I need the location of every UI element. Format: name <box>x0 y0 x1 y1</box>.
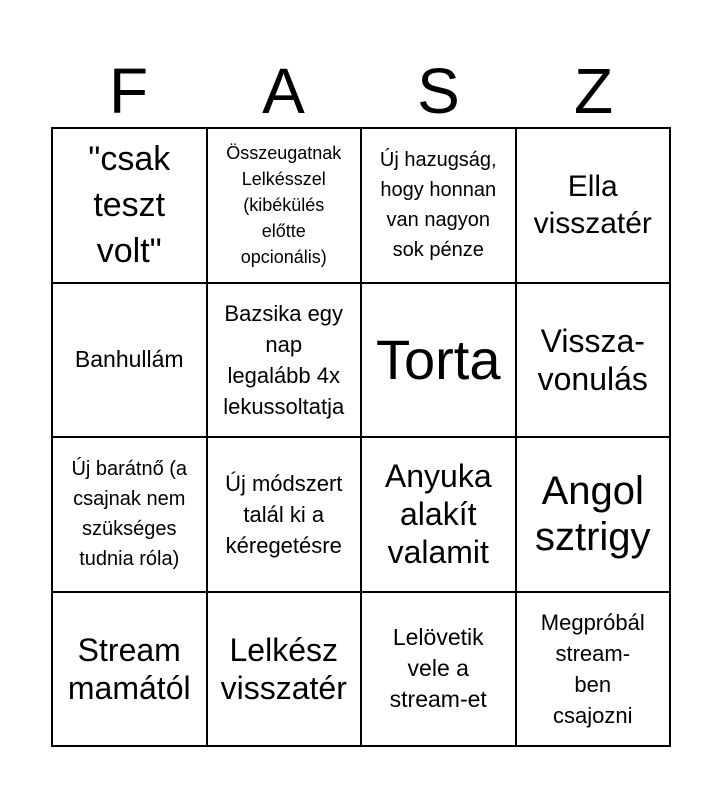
header-letter-a: A <box>262 55 305 127</box>
header-letter-f: F <box>108 55 149 127</box>
bingo-header <box>51 55 671 127</box>
cell-text: Új barátnő (a csajnak nem szükséges tudnia róla) <box>71 458 188 571</box>
cell-text: Új módszert talál ki a kéregetésre <box>225 470 343 558</box>
cell-text: Anyuka alakít valamit <box>384 458 492 571</box>
header-letter-z: Z <box>573 55 614 127</box>
cell-text: Angol sztrigy <box>534 469 651 560</box>
bingo-cell[interactable] <box>208 129 363 284</box>
bingo-cell[interactable] <box>517 284 672 439</box>
header-letter-s: S <box>417 55 460 127</box>
bingo-cell[interactable] <box>517 593 672 748</box>
cell-text: Banhullám <box>74 346 184 373</box>
cell-text: Lelövetik vele a stream-et <box>389 624 487 713</box>
bingo-cell[interactable] <box>362 438 517 593</box>
cell-text: Lelkész visszatér <box>220 631 347 706</box>
bingo-cell[interactable] <box>362 593 517 748</box>
bingo-cell[interactable] <box>53 593 208 748</box>
bingo-cell[interactable] <box>208 284 363 439</box>
cell-text: Ella visszatér <box>533 170 652 241</box>
bingo-board <box>51 127 671 747</box>
cell-text: Megpróbál stream- ben csajozni <box>540 609 645 728</box>
bingo-cell[interactable] <box>362 284 517 439</box>
cell-text: Új hazugság, hogy honnan van nagyon sok pénze <box>379 149 497 262</box>
bingo-cell[interactable] <box>517 438 672 593</box>
cell-text: "csak teszt volt" <box>88 140 171 271</box>
cell-text: Stream mamától <box>67 631 191 706</box>
bingo-cell[interactable] <box>208 438 363 593</box>
bingo-cell[interactable] <box>53 129 208 284</box>
cell-text: Bazsika egy nap legalább 4x lekussoltatja <box>223 300 345 419</box>
bingo-cell[interactable] <box>362 129 517 284</box>
bingo-cell[interactable] <box>53 284 208 439</box>
cell-text: Vissza- vonulás <box>537 322 648 397</box>
bingo-cell[interactable] <box>208 593 363 748</box>
bingo-cell[interactable] <box>53 438 208 593</box>
cell-text: Összeugatnak Lelkésszel (kibékülés előtte opcionális) <box>226 143 342 268</box>
cell-text: Torta <box>376 327 501 391</box>
bingo-cell[interactable] <box>517 129 672 284</box>
